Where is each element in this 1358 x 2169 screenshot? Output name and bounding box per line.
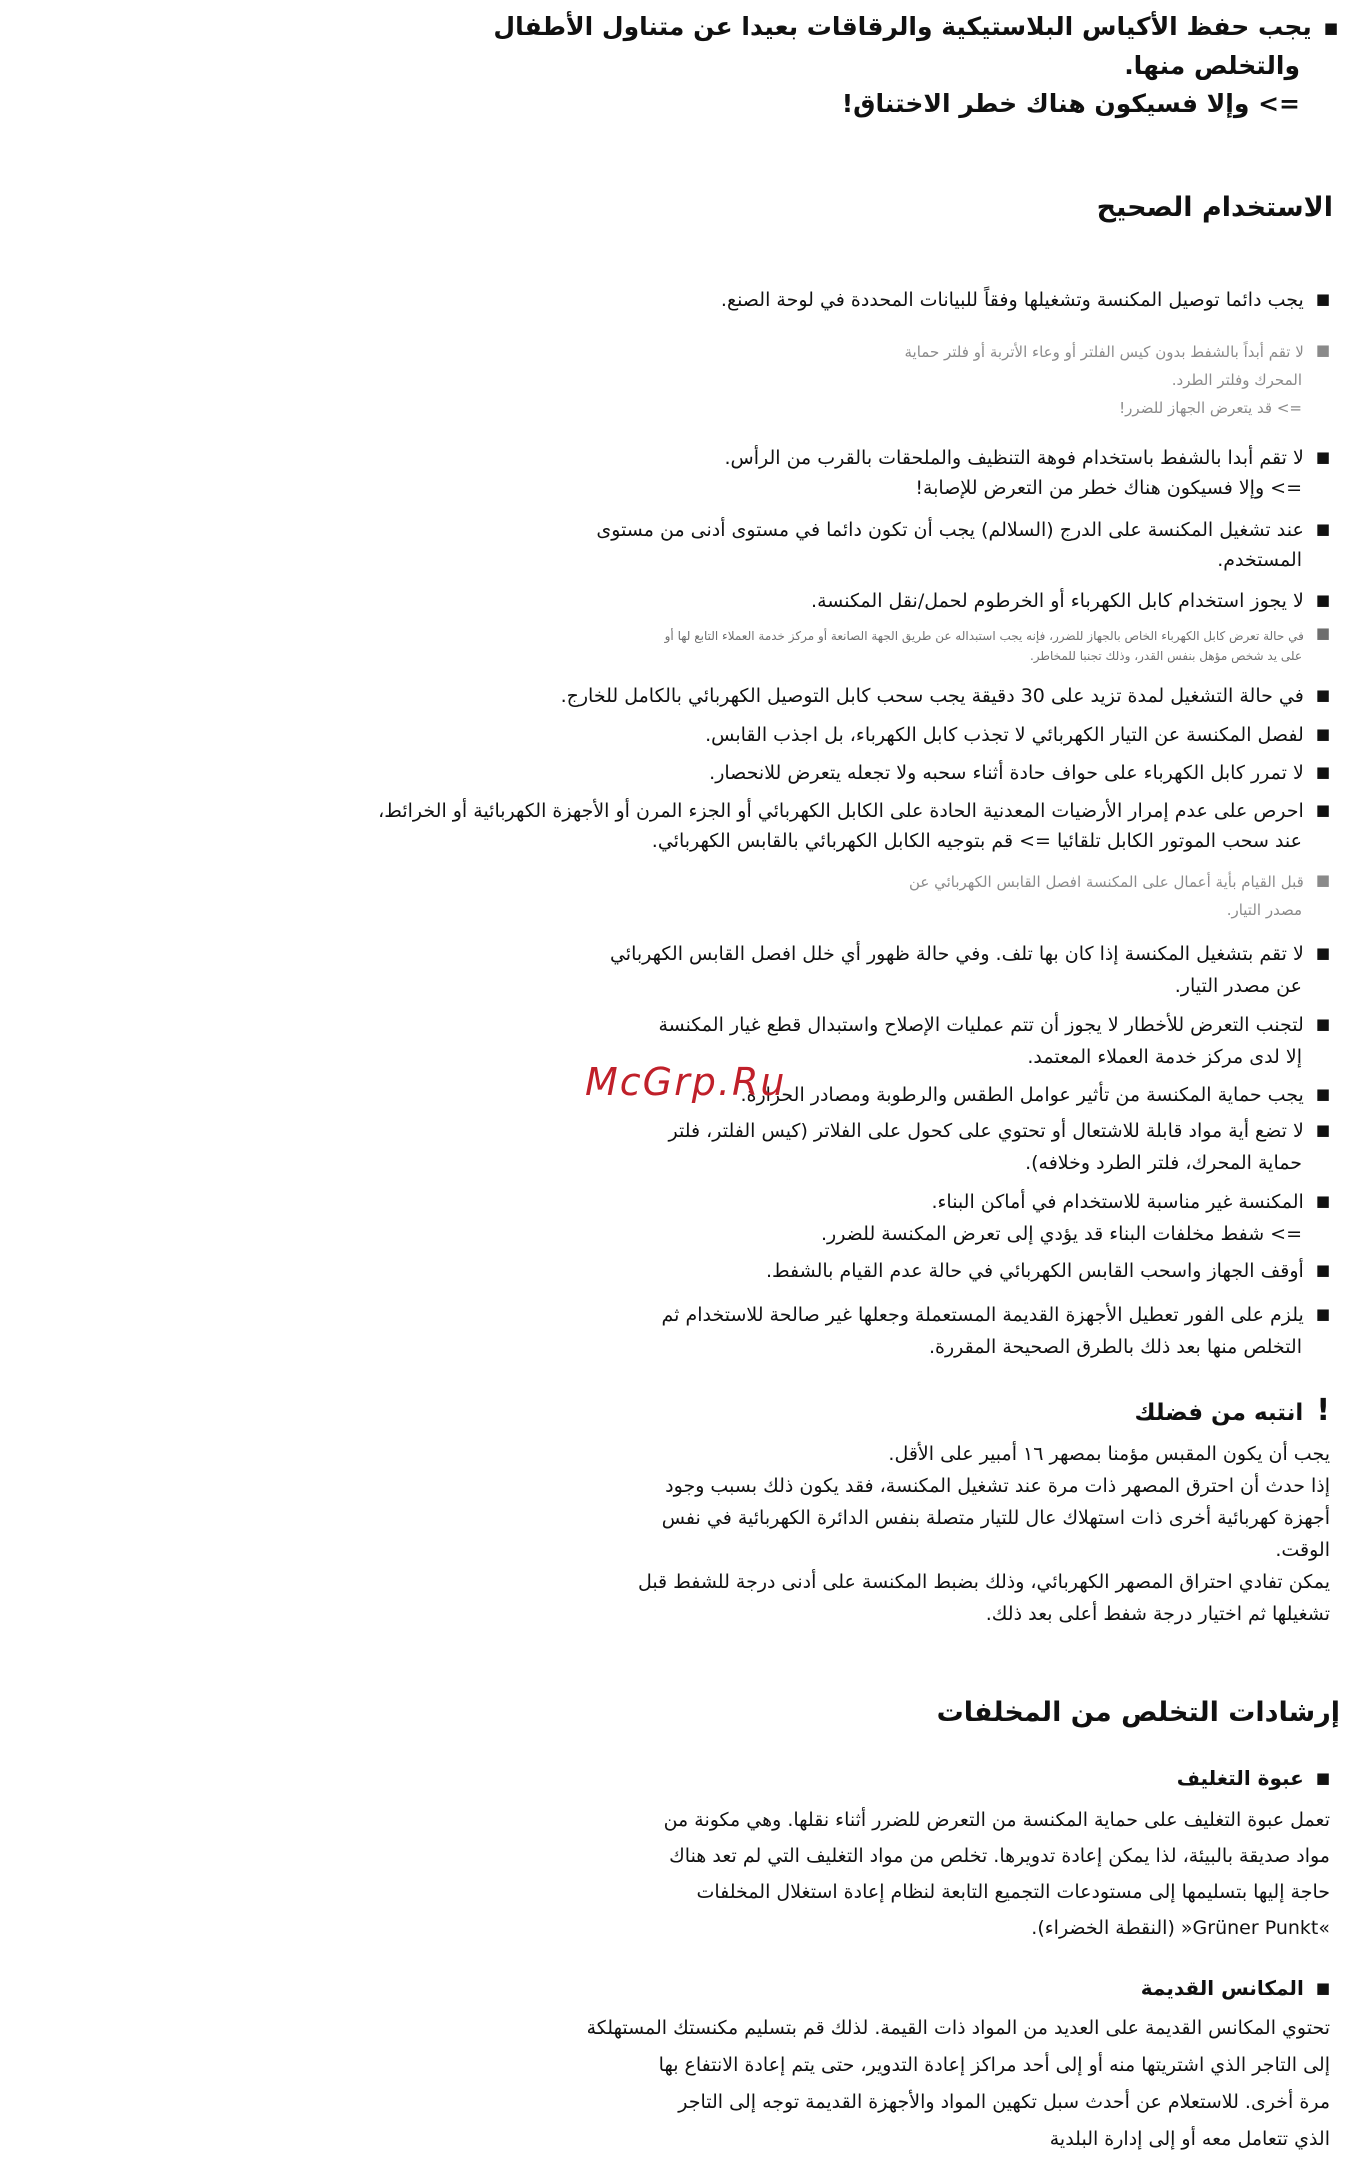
item-line: ■ يجب دائما توصيل المكنسة وتشغيلها وفقاً للبيانات المحددة في لوحة الصنع. (721, 284, 1330, 315)
notice-heading (1134, 1393, 1330, 1428)
correct-use-item (668, 1114, 1330, 1179)
safety-line: => وإلا فسيكون هناك خطر الاختناق! (841, 89, 1300, 118)
notice-line: يجب أن يكون المقبس مؤمنا بمصهر ١٦ أمبير على الأقل. (888, 1443, 1330, 1465)
old-cleaners-line: الذي تتعامل معه أو إلى إدارة البلدية (1049, 2128, 1330, 2150)
warning-icon: ! (1316, 1393, 1330, 1428)
item-line: ■ لفصل المكنسة عن التيار الكهربائي لا تجذب كابل الكهرباء، بل اجذب القابس. (705, 719, 1330, 750)
item-line: ■ عند تشغيل المكنسة على الدرج (السلالم) يجب أن تكون دائما في مستوى أدنى من مستوى (596, 514, 1330, 545)
item-line: ■ قبل القيام بأية أعمال على المكنسة افصل القابس الكهربائي عن (909, 866, 1330, 896)
correct-use-item (610, 937, 1330, 1002)
item-line: ■ في حالة التشغيل لمدة تزيد على 30 دقيقة يجب سحب كابل التوصيل الكهربائي بالكامل للخارج. (561, 680, 1330, 711)
notice-line: يمكن تفادي احتراق المصهر الكهربائي، وذلك بضبط المكنسة على أدنى درجة للشفط قبل (637, 1571, 1330, 1593)
correct-use-item (561, 680, 1330, 711)
correct-use-item (709, 757, 1330, 788)
item-line: التخلص منها بعد ذلك بالطرق الصحيحة المقررة. (928, 1336, 1302, 1358)
safety-line: ■ يجب حفظ الأكياس البلاستيكية والرقاقات بعيدا عن متناول الأطفال (298, 8, 1338, 47)
correct-use-item (705, 719, 1330, 750)
correct-use-item (378, 795, 1330, 856)
item-line: عن مصدر التيار. (1174, 975, 1302, 997)
item-line: => وإلا فسيكون هناك خطر من التعرض للإصابة! (915, 477, 1302, 499)
item-line: ■ لتجنب التعرض للأخطار لا يجوز أن تتم عمليات الإصلاح واستبدال قطع غيار المكنسة (658, 1008, 1330, 1041)
notice-body (638, 1438, 1330, 1630)
packaging-line: »Grüner Punkt« (النقطة الخضراء). (1031, 1917, 1330, 1939)
item-line: ■ لا تضع أية مواد قابلة للاشتعال أو تحتوي على كحول على الفلاتر (كيس الفلتر، فلتر (668, 1114, 1330, 1147)
correct-use-item (596, 514, 1330, 575)
item-line: ■ لا تقم أبداً بالشفط بدون كيس الفلتر أو وعاء الأتربة أو فلتر حماية (904, 336, 1330, 366)
old-cleaners-body (587, 2010, 1330, 2158)
item-line: عند سحب الموتور الكابل تلقائيا => قم بتوجيه الكابل الكهربائي بالقابس الكهربائي. (651, 830, 1302, 852)
item-line: ■ أوقف الجهاز واسحب القابس الكهربائي في حالة عدم القيام بالشفط. (766, 1255, 1330, 1286)
notice-line: تشغيلها ثم اختيار درجة شفط أعلى بعد ذلك. (985, 1603, 1330, 1625)
item-line: ■ لا تقم أبدا بالشفط باستخدام فوهة التنظيف والملحقات بالقرب من الرأس. (724, 442, 1330, 473)
item-line: => قد يتعرض الجهاز للضرر! (1119, 399, 1302, 417)
item-line: ■ لا تمرر كابل الكهرباء على حواف حادة أثناء سحبه ولا تجعله يتعرض للانحصار. (709, 757, 1330, 788)
packaging-body (664, 1802, 1330, 1946)
packaging-title: ■ عبوة التغليف (1177, 1766, 1330, 1790)
item-line: ■ احرص على عدم إمرار الأرضيات المعدنية الحادة على الكابل الكهربائي أو الجزء المرن أو الأجهزة الكهربائية أو الخرائط، (378, 795, 1330, 826)
packaging-line: تعمل عبوة التغليف على حماية المكنسة من التعرض للضرر أثناء نقلها. وهي مكونة من (663, 1809, 1330, 1831)
packaging-line: مواد صديقة بالبيئة، لذا يمكن إعادة تدويرها. تخلص من مواد التغليف التي لم تعد هناك (669, 1845, 1330, 1867)
correct-use-item (909, 866, 1330, 924)
old-cleaners-line: تحتوي المكانس القديمة على العديد من المواد ذات القيمة. لذلك قم بتسليم مكنستك المستهلكة (586, 2017, 1330, 2039)
safety-item-plastic-bags (298, 8, 1338, 123)
item-line: على يد شخص مؤهل بنفس القدر، وذلك تجنبا للمخاطر. (1029, 649, 1302, 663)
correct-use-item (721, 284, 1330, 315)
old-cleaners-title: ■ المكانس القديمة (1141, 1976, 1330, 2000)
old-cleaners-line: مرة أخرى. للاستعلام عن أحدث سبل تكهين المواد والأجهزة القديمة توجه إلى التاجر (678, 2091, 1330, 2113)
item-line: المستخدم. (1217, 549, 1302, 571)
item-line: ■ يلزم على الفور تعطيل الأجهزة القديمة المستعملة وجعلها غير صالحة للاستخدام ثم (661, 1298, 1330, 1331)
item-line: المحرك وفلتر الطرد. (1171, 371, 1302, 389)
item-line: إلا لدى مركز خدمة العملاء المعتمد. (1027, 1046, 1302, 1068)
item-line: مصدر التيار. (1226, 901, 1302, 919)
correct-use-item (811, 585, 1330, 616)
item-line: ■ يجب حماية المكنسة من تأثير عوامل الطقس والرطوبة ومصادر الحرارة. (740, 1079, 1330, 1110)
correct-use-item (665, 623, 1330, 666)
old-cleaners-line: إلى التاجر الذي اشتريتها منه أو إلى أحد مراكز إعادة التدوير، حتى يتم إعادة الانتفاع بها (658, 2054, 1330, 2076)
notice-line: إذا حدث أن احترق المصهر ذات مرة عند تشغيل المكنسة، فقد يكون ذلك بسبب وجود (665, 1475, 1330, 1497)
packaging-heading (1177, 1766, 1330, 1790)
section-title-disposal: إرشادات التخلص من المخلفات (936, 1697, 1340, 1728)
notice-line: الوقت. (1275, 1539, 1330, 1561)
safety-line: والتخلص منها. (1124, 51, 1300, 80)
item-line: حماية المحرك، فلتر الطرد وخلافه). (1025, 1152, 1302, 1174)
correct-use-item (904, 336, 1330, 422)
packaging-line: حاجة إليها بتسليمها إلى مستودعات التجميع التابعة لنظام إعادة استغلال المخلفات (696, 1881, 1330, 1903)
item-line: ■ لا تقم بتشغيل المكنسة إذا كان بها تلف. وفي حالة ظهور أي خلل افصل القابس الكهربائي (610, 937, 1330, 970)
correct-use-item (740, 1079, 1330, 1110)
item-line: ■ لا يجوز استخدام كابل الكهرباء أو الخرطوم لحمل/نقل المكنسة. (811, 585, 1330, 616)
notice-title: انتبه من فضلك (1134, 1400, 1304, 1426)
item-line: ■ المكنسة غير مناسبة للاستخدام في أماكن البناء. (821, 1185, 1330, 1218)
correct-use-item (766, 1255, 1330, 1286)
correct-use-item (661, 1298, 1330, 1363)
watermark: McGrp.Ru (585, 1060, 787, 1104)
old-cleaners-heading (1141, 1976, 1330, 2000)
correct-use-item (821, 1185, 1330, 1250)
section-title-correct-use: الاستخدام الصحيح (1096, 192, 1333, 223)
item-line: ■ في حالة تعرض كابل الكهرباء الخاص بالجهاز للضرر، فإنه يجب استبداله عن طريق الجهة الصانعة أو مركز خدمة العملاء التابع لها أو (665, 623, 1330, 646)
notice-line: أجهزة كهربائية أخرى ذات استهلاك عال للتيار متصلة بنفس الدائرة الكهربائية في نفس (661, 1507, 1330, 1529)
correct-use-item (724, 442, 1330, 503)
item-line: => شفط مخلفات البناء قد يؤدي إلى تعرض المكنسة للضرر. (820, 1223, 1302, 1245)
